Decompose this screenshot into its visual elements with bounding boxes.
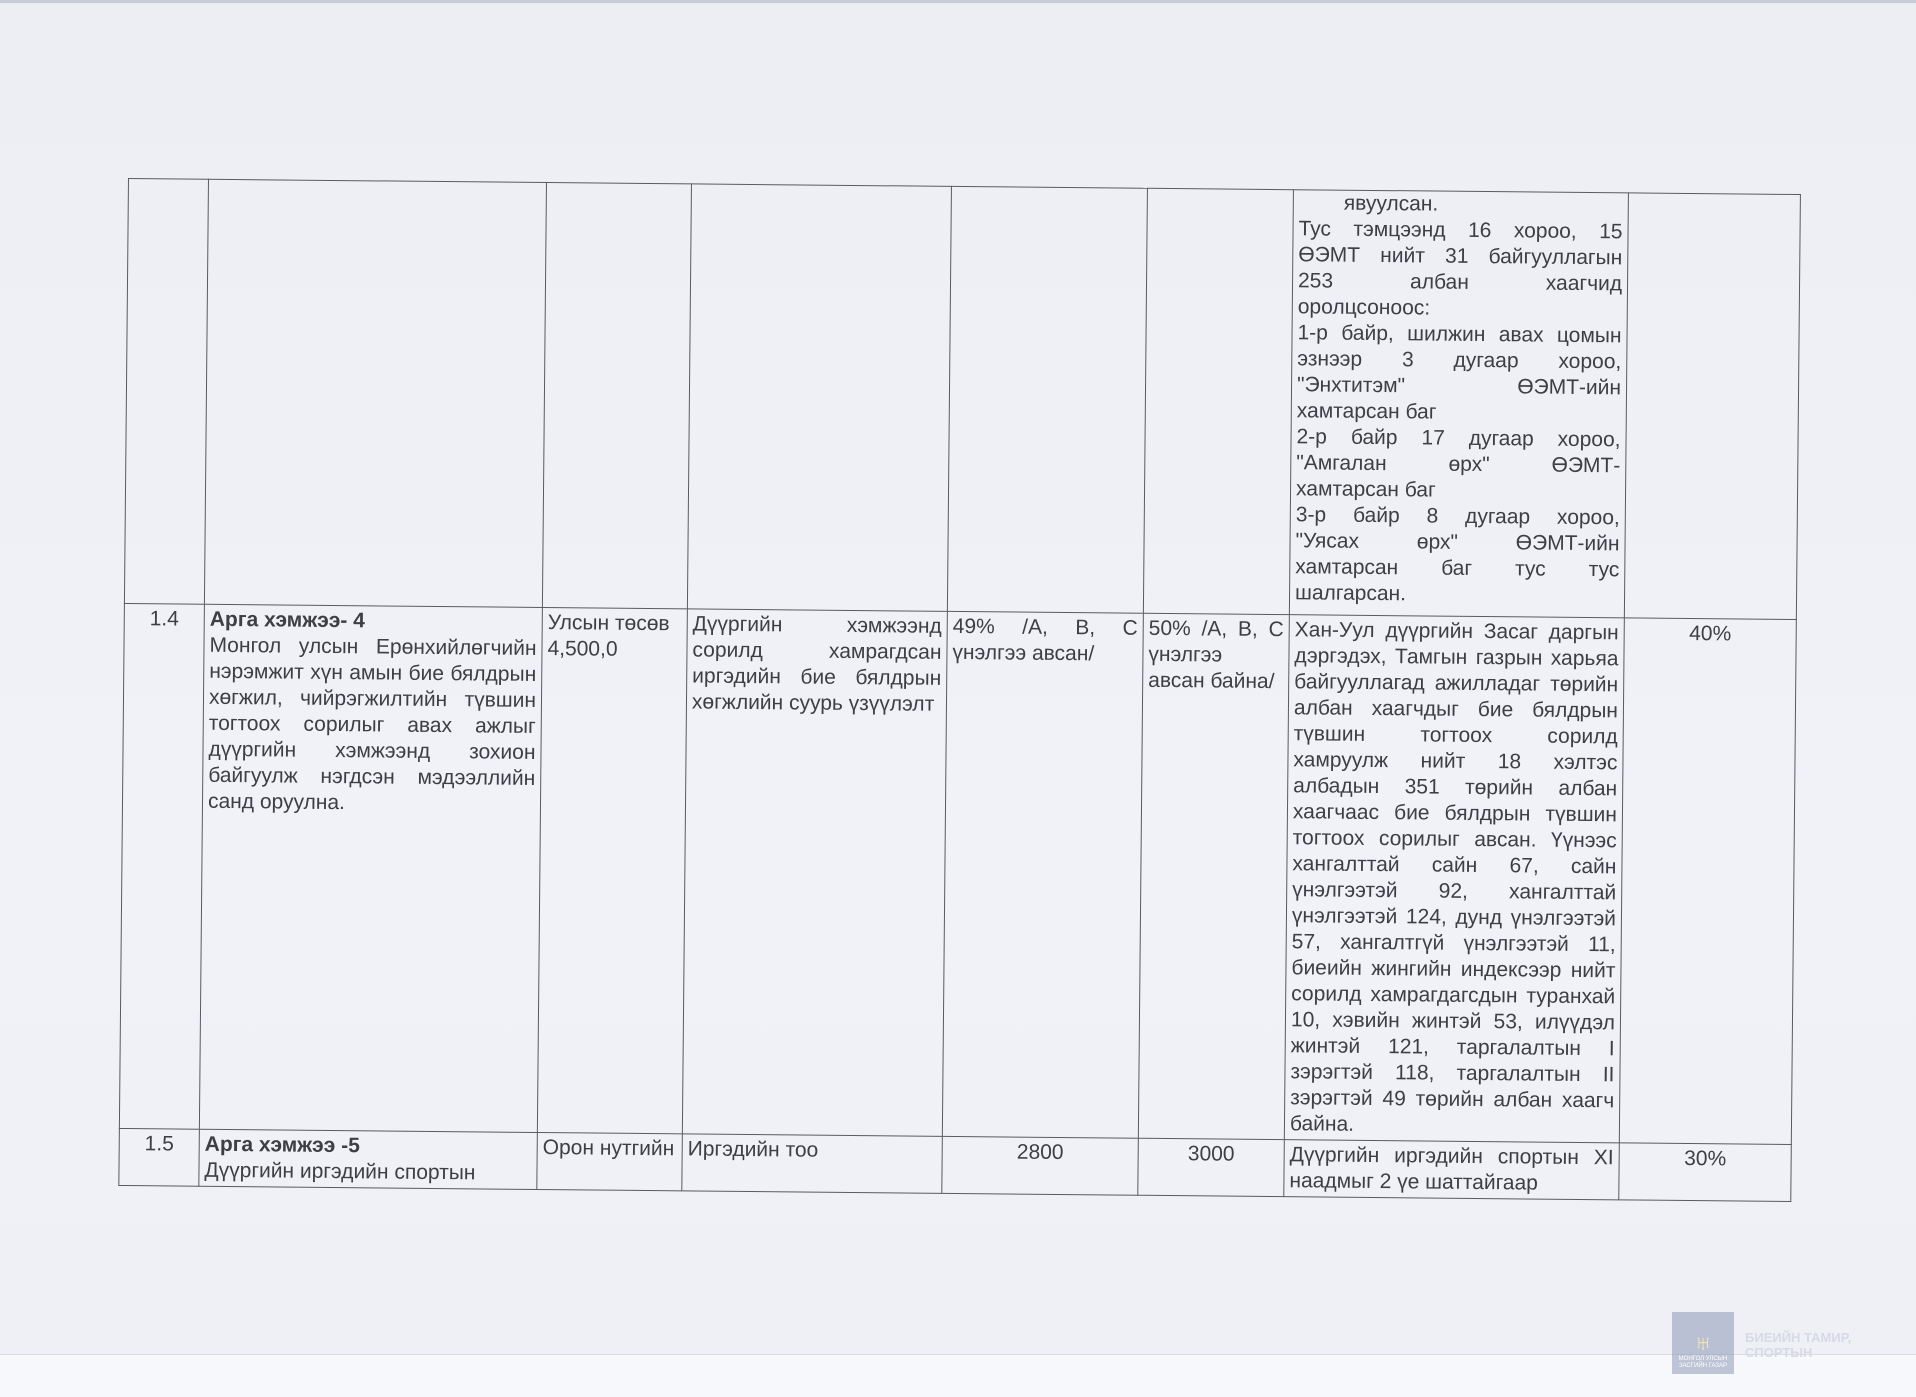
cell-target: 50% /А, В, С үнэлгээ авсан байна/ xyxy=(1138,613,1289,1139)
table-row xyxy=(124,179,1800,620)
cell-score xyxy=(1624,193,1800,620)
cell-indicator: Дүүргийн хэмжээнд сорилд хамрагдсан иргэдийн бие бялдрын хөгжлийн суурь үзүүлэлт xyxy=(682,609,947,1136)
cell-score: 30% xyxy=(1619,1143,1792,1202)
soyombo-emblem-icon: ♅ xyxy=(1692,1327,1714,1358)
cell-indicator: Иргэдийн тоо xyxy=(682,1134,943,1193)
activity-title: Арга хэмжээ -5 xyxy=(204,1132,360,1158)
cell-progress xyxy=(1289,190,1628,618)
progress-line: "Энхтитэм" ӨЭМТ-ийн xyxy=(1296,373,1622,400)
progress-line: хамтарсан баг тус тус xyxy=(1295,555,1620,582)
progress-line: ӨЭМТ нийт 31 байгууллагын xyxy=(1298,243,1623,270)
agency-watermark: БИЕИЙН ТАМИР, СПОРТЫН xyxy=(1745,1330,1852,1360)
progress-line: эзнээр 3 дугаар хороо, xyxy=(1297,347,1622,374)
progress-line: хамтарсан баг xyxy=(1296,399,1437,424)
activity-description: Монгол улсын Ерөнхийлөгчийн нэрэмжит хүн амын бие бялдрын хөгжил, чийрэгжилтийн түвшин тогтоох сорилыг авах ажлыг дүүргийн хэмжээнд зохион байгуулж нэгдсэн мэдээллийн санд оруулна. xyxy=(207,633,537,815)
cell-progress: Дүүргийн иргэдийн спортын XI наадмыг 2 үе шаттайгаар xyxy=(1284,1140,1620,1200)
cell-activity xyxy=(199,1129,538,1189)
progress-line: явуулсан. xyxy=(1343,191,1439,216)
progress-line: 1-р байр, шилжин авах цомын xyxy=(1297,321,1622,348)
cell-activity xyxy=(199,604,542,1132)
cell-target: 3000 xyxy=(1138,1138,1285,1196)
cell-number xyxy=(124,179,208,605)
progress-line: "Амгалан өрх" ӨЭМТ- xyxy=(1296,451,1621,478)
cell-baseline: 49% /А, В, С үнэлгээ авсан/ xyxy=(942,611,1143,1138)
activity-description: Дүүргийн иргэдийн спортын xyxy=(204,1158,476,1185)
cell-activity xyxy=(204,179,546,607)
cell-budget xyxy=(542,183,691,609)
progress-line: Тус тэмцээнд 16 хороо, 15 xyxy=(1298,217,1623,244)
progress-line: 253 албан хаагчид xyxy=(1297,269,1623,296)
cell-budget: Улсын төсөв 4,500,0 xyxy=(537,607,687,1133)
progress-line: шалгарсан. xyxy=(1294,581,1407,606)
cell-progress: Хан-Уул дүүргийн Засаг даргын дэргэдэх, Тамгын газрын харьяа байгууллагад ажилладаг төрийн албан хаагчдыг бие бялдрын түвшин тогтоох сорилд хамруулж нийт 18 хэлтэс албадын 351 төрийн албан хаагчаас бие бялдрын түвшин тогтоох сорилыг авсан. Үүнээс хангалттай сайн 67, сайн үнэлгээтэй 92, хангалттай үнэлгээтэй 124, дунд үнэлгээтэй 57, хангалтгүй үнэлгээтэй 11, биеийн жингийн индексээр нийт сорилд хамрагдагсдын туранхай 10, хэвийн жинтэй 53, илүүдэл жинтэй 121, таргалалтын I зэрэгтэй 118, таргалалтын II зэрэгтэй 49 төрийн албан хаагч байна. xyxy=(1284,615,1624,1143)
cell-target xyxy=(1143,188,1293,614)
cell-budget: Орон нутгийн xyxy=(537,1132,683,1190)
logo-caption: МОНГОЛ УЛСЫН ЗАСГИЙН ГАЗАР xyxy=(1678,1356,1728,1369)
cell-score: 40% xyxy=(1619,618,1796,1145)
activity-title: Арга хэмжээ- 4 xyxy=(209,607,365,633)
cell-baseline: 2800 xyxy=(942,1136,1139,1195)
progress-line: 2-р байр 17 дугаар хороо, xyxy=(1296,425,1621,452)
cell-baseline xyxy=(947,186,1147,613)
cell-number: 1.4 xyxy=(119,603,204,1129)
cell-number: 1.5 xyxy=(119,1128,200,1186)
report-table xyxy=(118,178,1801,1202)
page-top-edge xyxy=(0,0,1916,3)
progress-line: оролцсоноос: xyxy=(1297,295,1431,320)
cell-indicator xyxy=(687,184,951,611)
progress-line: 3-р байр 8 дугаар хороо, xyxy=(1295,503,1620,530)
progress-line: хамтарсан баг xyxy=(1295,477,1436,502)
progress-line: "Уясах өрх" ӨЭМТ-ийн xyxy=(1295,529,1620,556)
table-row xyxy=(119,603,1796,1144)
page-bottom-edge xyxy=(0,1354,1916,1397)
